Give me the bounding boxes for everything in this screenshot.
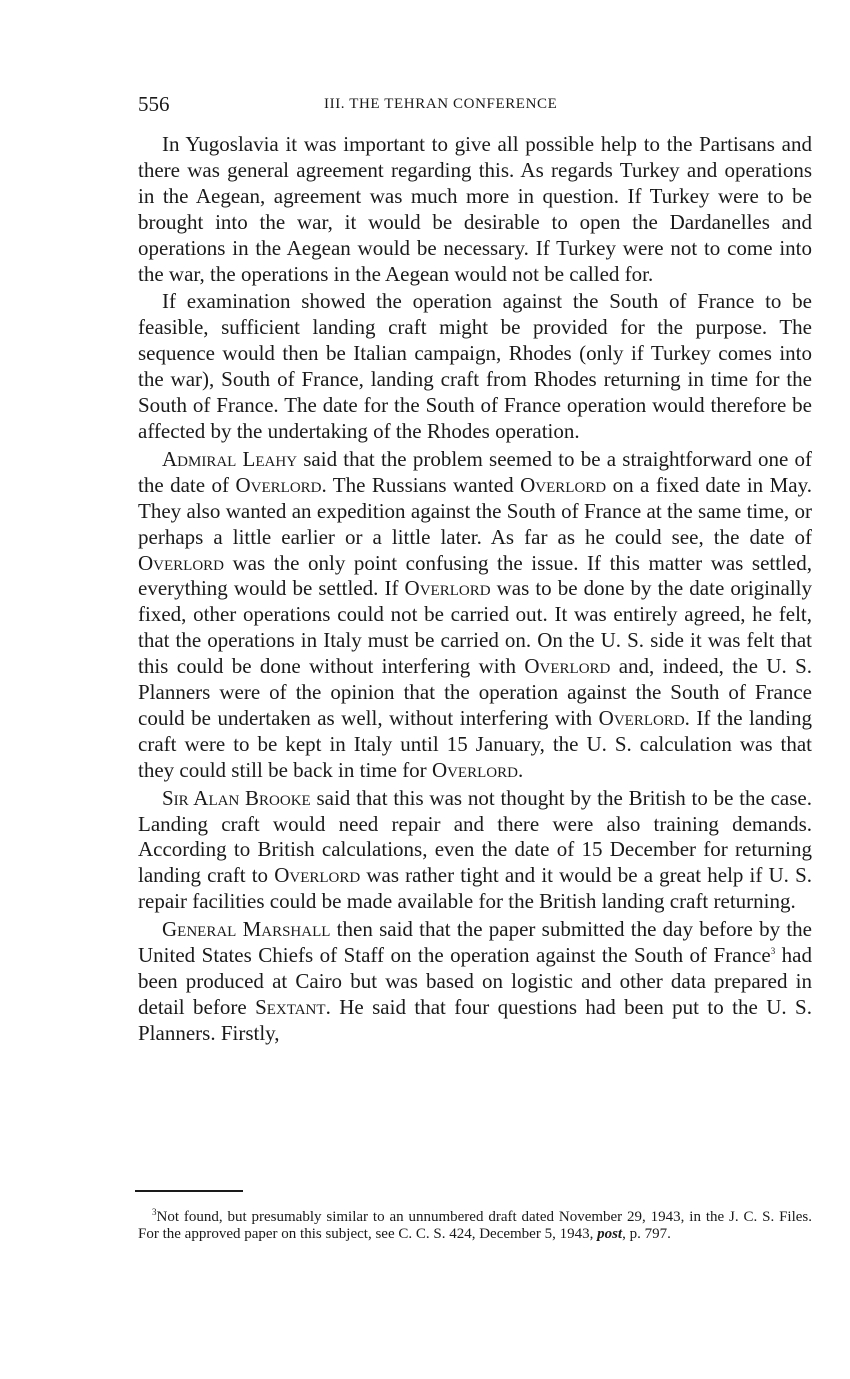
paragraph-yugoslavia — [138, 132, 812, 287]
paragraph-text: In Yugoslavia it was important to give all possible help to the Partisans and there was general agreement regarding this. As regards Turkey and operations in the Aegean, agreement was much more in question. If Turkey were to be brought into the war, it would be desirable to open the Dardanelles and operations in the Aegean would be necessary. If Turkey were not to come into the war, the operations in the Aegean would not be called for. — [138, 132, 812, 286]
text-run: said that the problem seemed to be a straightforward one of the date of — [138, 446, 812, 497]
paragraph-general-marshall — [138, 917, 812, 1047]
paragraph-text: If examination showed the operation against the South of France to be feasible, sufficient landing craft might be provided for the purpose. The sequence would then be Italian campaign, Rhodes (only if Turkey comes into the war), South of France, landing craft from Rhodes returning in time for the South of France. The date for the South of France operation would therefore be affected by the undertaking of the Rhodes operation. — [138, 289, 812, 443]
footnote-text-end: , p. 797. — [622, 1225, 671, 1242]
text-run: then said that the paper submitted the day before by the United States Chiefs of Staff on the operation against the South of France — [138, 917, 812, 968]
speaker-name: Admiral Leahy — [162, 446, 298, 471]
paragraph-sir-alan-brooke — [138, 786, 812, 916]
page-header — [138, 92, 812, 118]
text-run: said that this was not thought by the British to be the case. Landing craft would need repair and there were also training demands. According to British calculations, even the date of 15 December for returning landing craft to — [138, 785, 812, 888]
footnote-marker: 3 — [152, 1207, 157, 1217]
codename-overlord: Overlord — [520, 472, 607, 497]
text-run: and, indeed, the U. S. Planners were of the opinion that the operation against the South of France could be undertaken as well, without interfering with — [138, 654, 812, 730]
footnote-italic: post — [597, 1225, 623, 1242]
footnote-divider — [135, 1190, 243, 1192]
codename-sextant: Sextant — [255, 994, 326, 1019]
text-run: on a fixed date in May. They also wanted an expedition against the South of France at the same time, or perhaps a little earlier or a little later. As far as he could see, the date of — [138, 472, 813, 549]
codename-overlord: Overlord — [431, 757, 518, 782]
footnote-text: Not found, but presumably similar to an unnumbered draft dated November 29, 1943, in the J. C. S. Files. For the approved paper on this subject, see C. C. S. 424, December 5, 1943, — [138, 1209, 812, 1242]
paragraph-south-of-france — [138, 289, 812, 444]
speaker-name: General Marshall — [162, 917, 331, 942]
text-run: was the only point confusing the issue. If this matter was settled, everything would be settled. If — [138, 550, 812, 601]
codename-overlord: Overlord — [598, 705, 685, 730]
page-number: 556 — [138, 92, 170, 116]
codename-overlord: Overlord — [235, 472, 322, 497]
codename-overlord: Overlord — [138, 550, 224, 575]
footnote — [138, 1209, 812, 1242]
text-run: . If the landing craft were to be kept in Italy until 15 January, the U. S. calculation was that they could still be back in time for — [138, 705, 812, 782]
running-head: III. THE TEHRAN CONFERENCE — [324, 96, 558, 112]
codename-overlord: Overlord — [404, 576, 491, 601]
text-run: was to be done by the date originally fixed, other operations could not be carried out. It was entirely agreed, he felt, that the operations in Italy must be carried on. On the U. S. side it was felt that this could be done without interfering with — [138, 576, 812, 679]
speaker-name: Sir Alan Brooke — [162, 785, 311, 810]
body-text — [138, 132, 812, 1047]
paragraph-admiral-leahy — [138, 447, 812, 784]
codename-overlord: Overlord — [274, 863, 361, 888]
footnote-reference: 3 — [770, 946, 776, 957]
text-run: was rather tight and it would be a great help if U. S. repair facilities could be made available for the British landing craft returning. — [138, 863, 812, 914]
text-run: . The Russians wanted — [321, 472, 521, 497]
text-run: . He said that four questions had been put to the U. S. Planners. Firstly, — [138, 994, 812, 1045]
text-run: had been produced at Cairo but was based on logistic and other data prepared in detail before — [138, 943, 812, 1019]
codename-overlord: Overlord — [524, 654, 611, 679]
text-run: . — [517, 757, 524, 782]
